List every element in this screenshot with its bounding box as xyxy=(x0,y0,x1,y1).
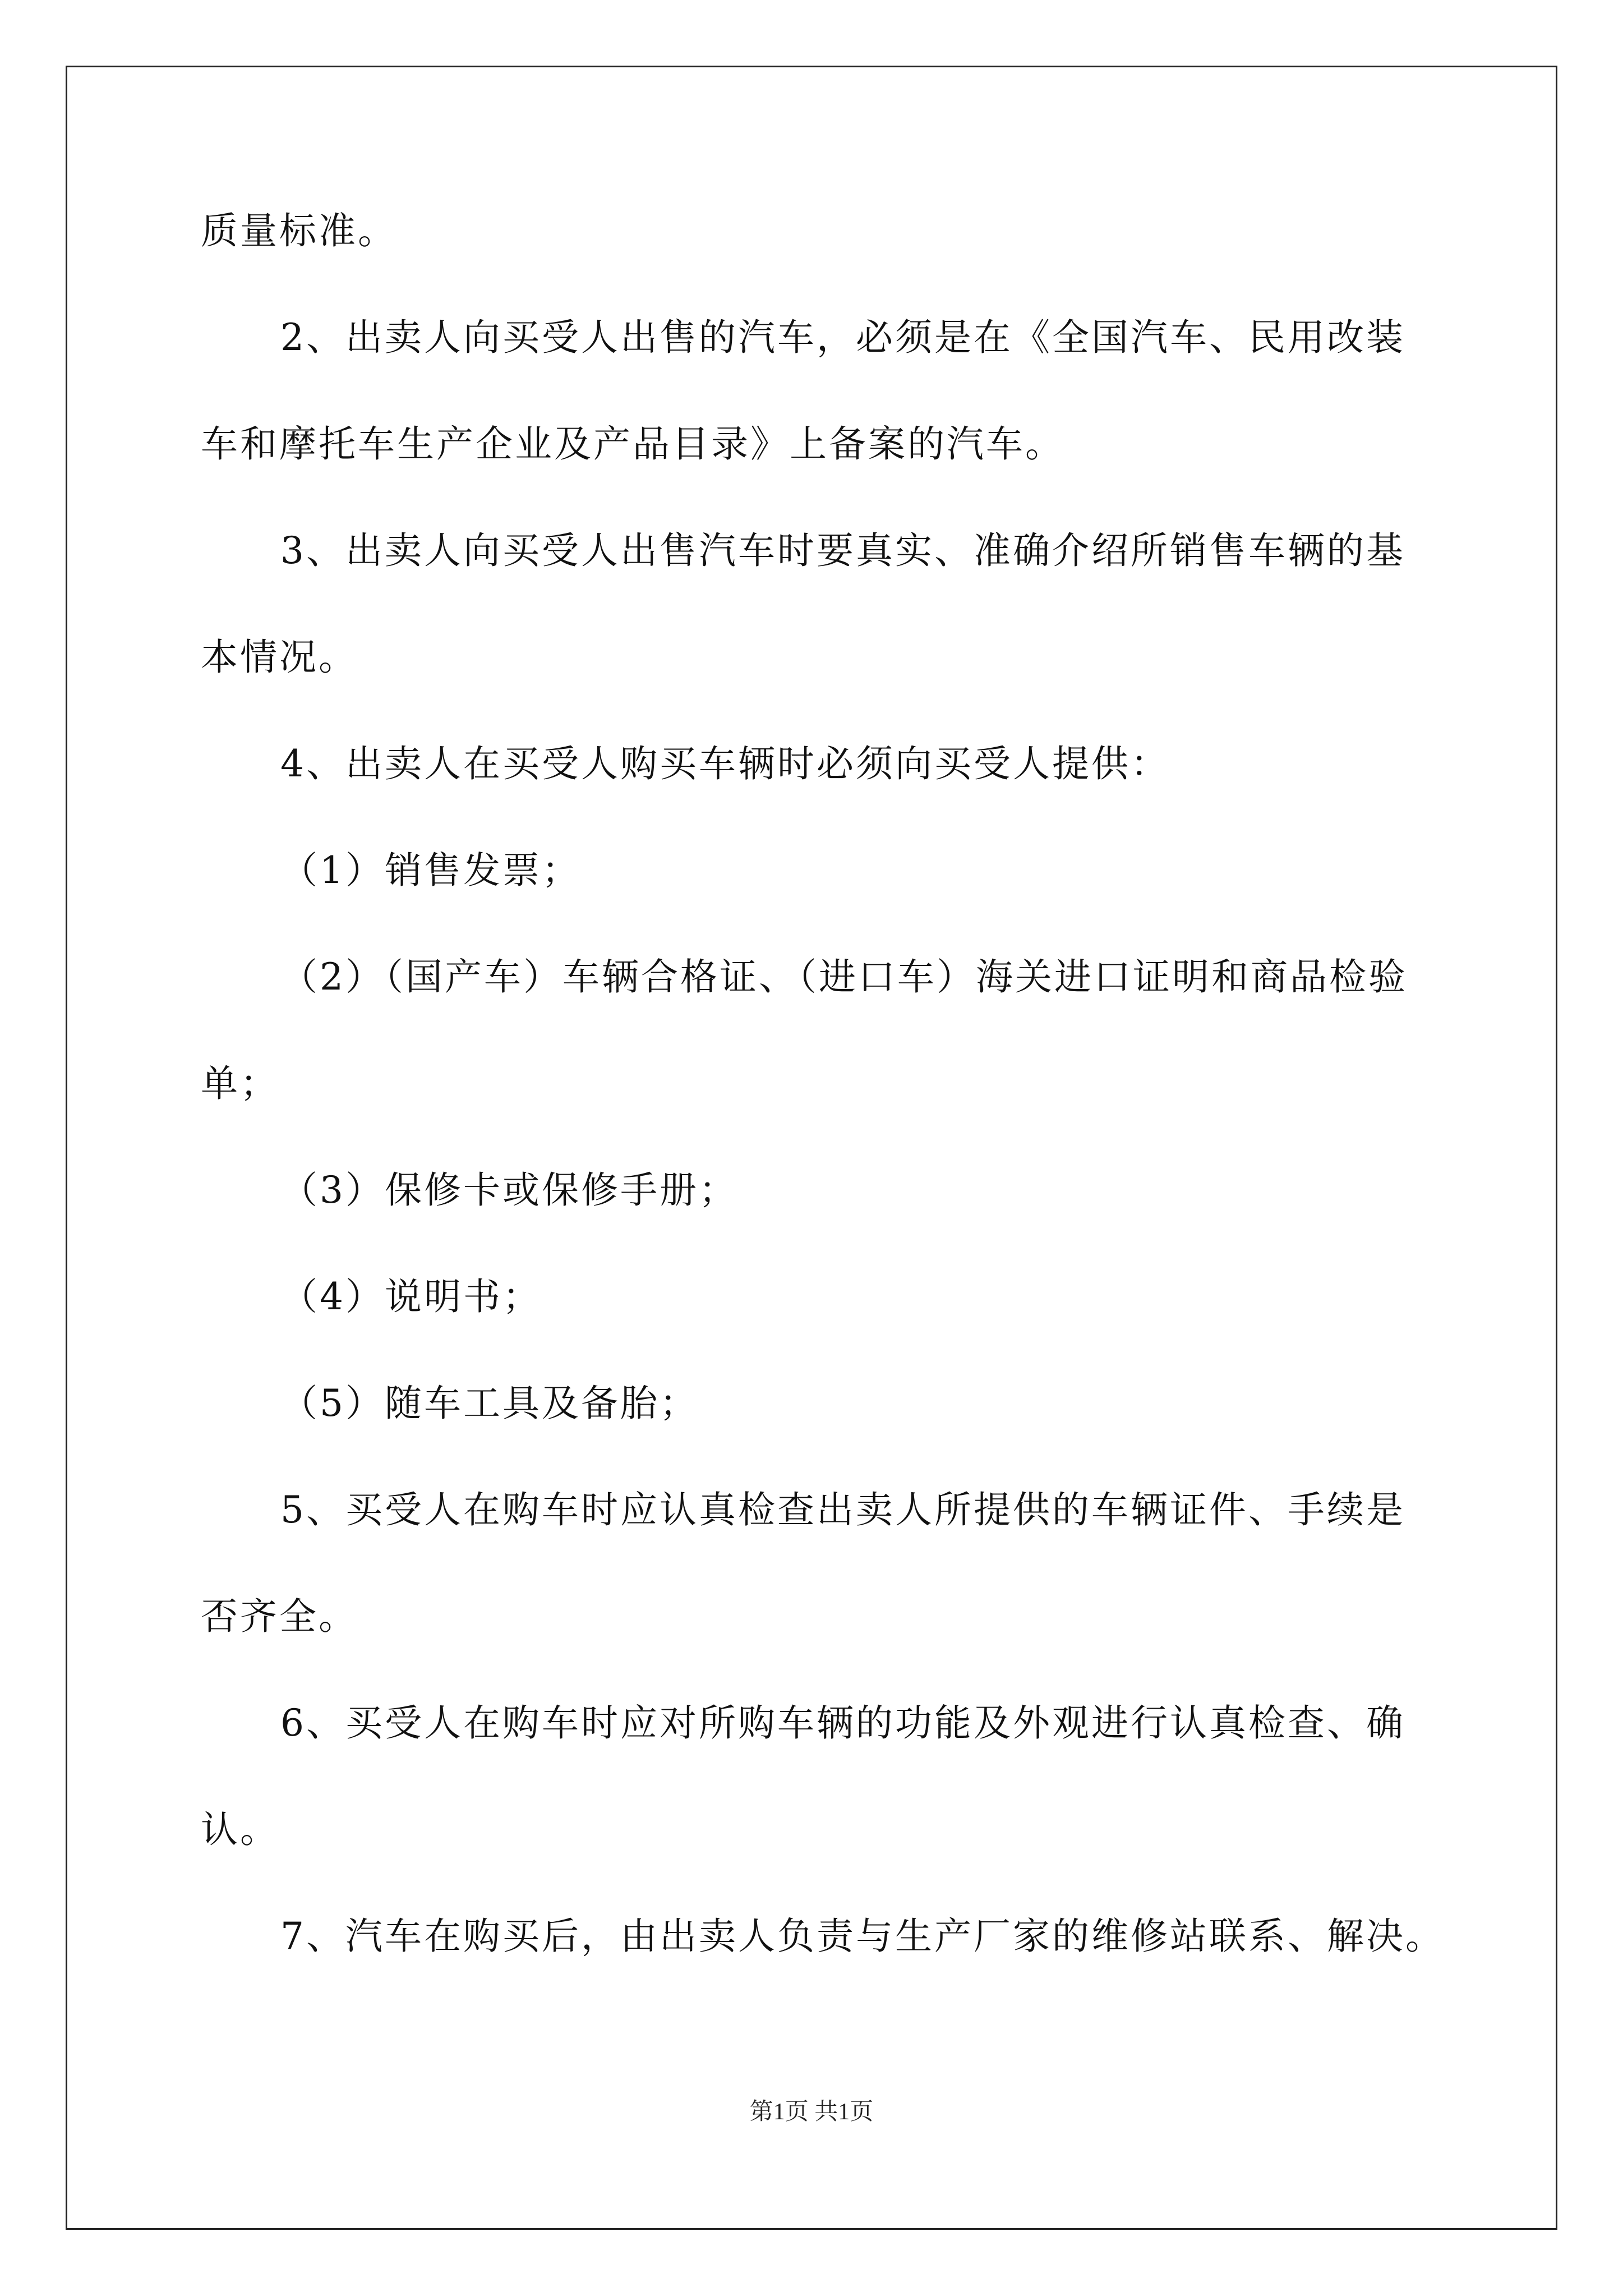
page-border xyxy=(66,66,1557,2230)
clause-6-line-2: 认。 xyxy=(201,1808,279,1851)
item-3-line: （3）保修卡或保修手册； xyxy=(280,1168,738,1212)
item-2-line-2: 单； xyxy=(201,1062,279,1105)
clause-2-line-1: 2、出卖人向买受人出售的汽车，必须是在《全国汽车、民用改装 xyxy=(280,316,1405,359)
clause-7-line: 7、汽车在购买后，由出卖人负责与生产厂家的维修站联系、解决。 xyxy=(280,1915,1445,1958)
item-2-line-1: （2）（国产车）车辆合格证、（进口车）海关进口证明和商品检验 xyxy=(280,955,1408,999)
text-line: 质量标准。 xyxy=(201,209,397,252)
clause-3-line-1: 3、出卖人向买受人出售汽车时要真实、准确介绍所销售车辆的基 xyxy=(280,529,1405,572)
clause-5-line-2: 否齐全。 xyxy=(201,1595,358,1638)
clause-5-line-1: 5、买受人在购车时应认真检查出卖人所提供的车辆证件、手续是 xyxy=(280,1488,1405,1531)
item-5-line: （5）随车工具及备胎； xyxy=(280,1382,699,1425)
clause-3-line-2: 本情况。 xyxy=(201,636,358,679)
item-1-line: （1）销售发票； xyxy=(280,849,581,892)
clause-6-line-1: 6、买受人在购车时应对所购车辆的功能及外观进行认真检查、确 xyxy=(280,1701,1405,1745)
page-footer: 第1页 共1页 xyxy=(749,2099,874,2125)
item-4-line: （4）说明书； xyxy=(280,1275,542,1318)
clause-4-line: 4、出卖人在买受人购买车辆时必须向买受人提供： xyxy=(280,742,1170,785)
clause-2-line-2: 车和摩托车生产企业及产品目录》上备案的汽车。 xyxy=(201,422,1064,466)
